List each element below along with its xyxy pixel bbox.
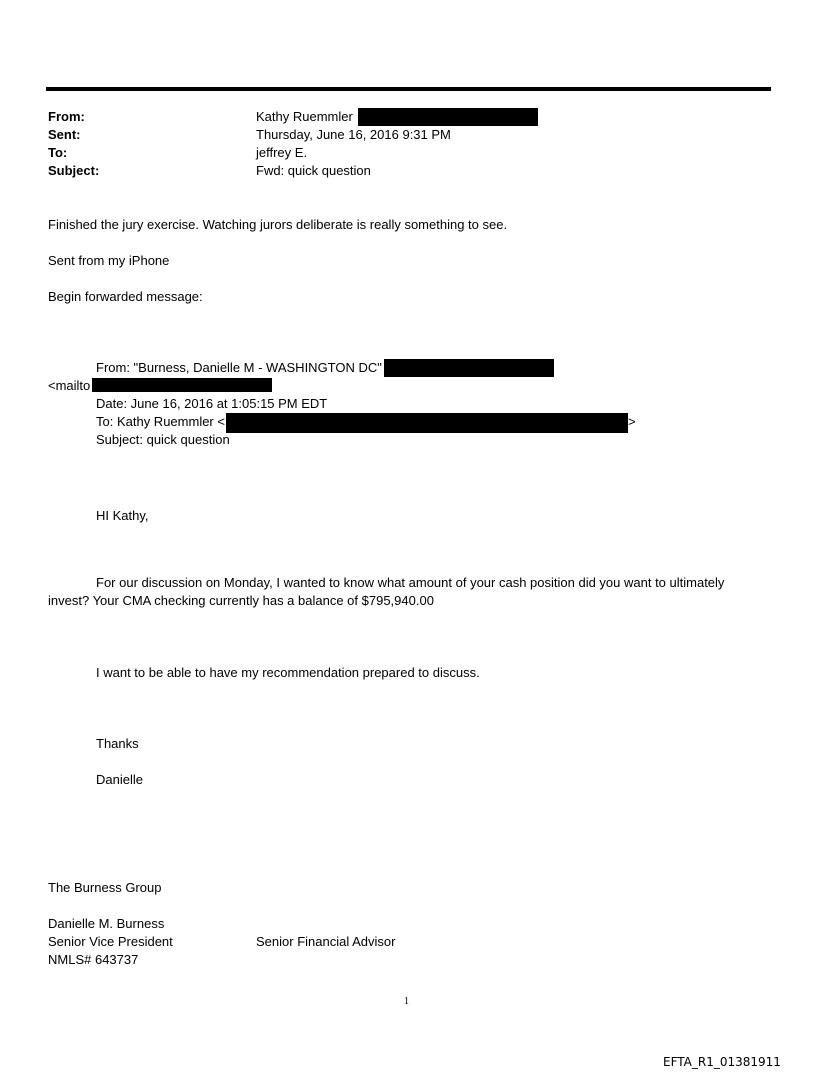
thanks: Thanks	[96, 736, 139, 751]
subject-label: Subject:	[48, 163, 100, 178]
header-rule	[46, 87, 771, 91]
greeting: HI Kathy,	[96, 508, 149, 523]
sent-label: Sent:	[48, 127, 81, 142]
para1-line1: For our discussion on Monday, I wanted to know what amount of your cash position did you want to ultimately	[96, 575, 725, 590]
redaction-fwd-mailto	[92, 378, 272, 392]
para1-line2: invest? Your CMA checking currently has a balance of $795,940.00	[48, 593, 434, 608]
fwd-from-line: From: "Burness, Danielle M - WASHINGTON DC"	[96, 360, 382, 375]
fwd-to-line: To: Kathy Ruemmler <	[96, 414, 225, 429]
page-number: 1	[404, 996, 409, 1007]
document-id: EFTA_R1_01381911	[663, 1055, 781, 1069]
signature-nmls: NMLS# 643737	[48, 952, 139, 967]
fwd-date-line: Date: June 16, 2016 at 1:05:15 PM EDT	[96, 396, 328, 411]
fwd-mailto-prefix: <mailto	[48, 378, 91, 393]
subject-value: Fwd: quick question	[256, 163, 371, 178]
signoff: Danielle	[96, 772, 143, 787]
from-label: From:	[48, 109, 85, 124]
signature-group: The Burness Group	[48, 880, 162, 895]
signature-title: Senior Vice President	[48, 934, 173, 949]
redaction-fwd-from	[384, 359, 554, 377]
signature-role: Senior Financial Advisor	[256, 934, 396, 949]
para2: I want to be able to have my recommendation prepared to discuss.	[96, 665, 480, 680]
fwd-to-end: >	[628, 414, 636, 429]
sent-value: Thursday, June 16, 2016 9:31 PM	[256, 127, 451, 142]
signature-name: Danielle M. Burness	[48, 916, 165, 931]
to-label: To:	[48, 145, 68, 160]
sent-from-iphone: Sent from my iPhone	[48, 253, 170, 268]
body-line-1: Finished the jury exercise. Watching jurors deliberate is really something to see.	[48, 217, 508, 232]
to-value: jeffrey E.	[256, 145, 308, 160]
fwd-subject-line: Subject: quick question	[96, 432, 230, 447]
begin-forwarded: Begin forwarded message:	[48, 289, 203, 304]
from-value: Kathy Ruemmler	[256, 109, 353, 124]
redaction-from-email	[358, 108, 538, 126]
redaction-fwd-to	[226, 413, 628, 433]
